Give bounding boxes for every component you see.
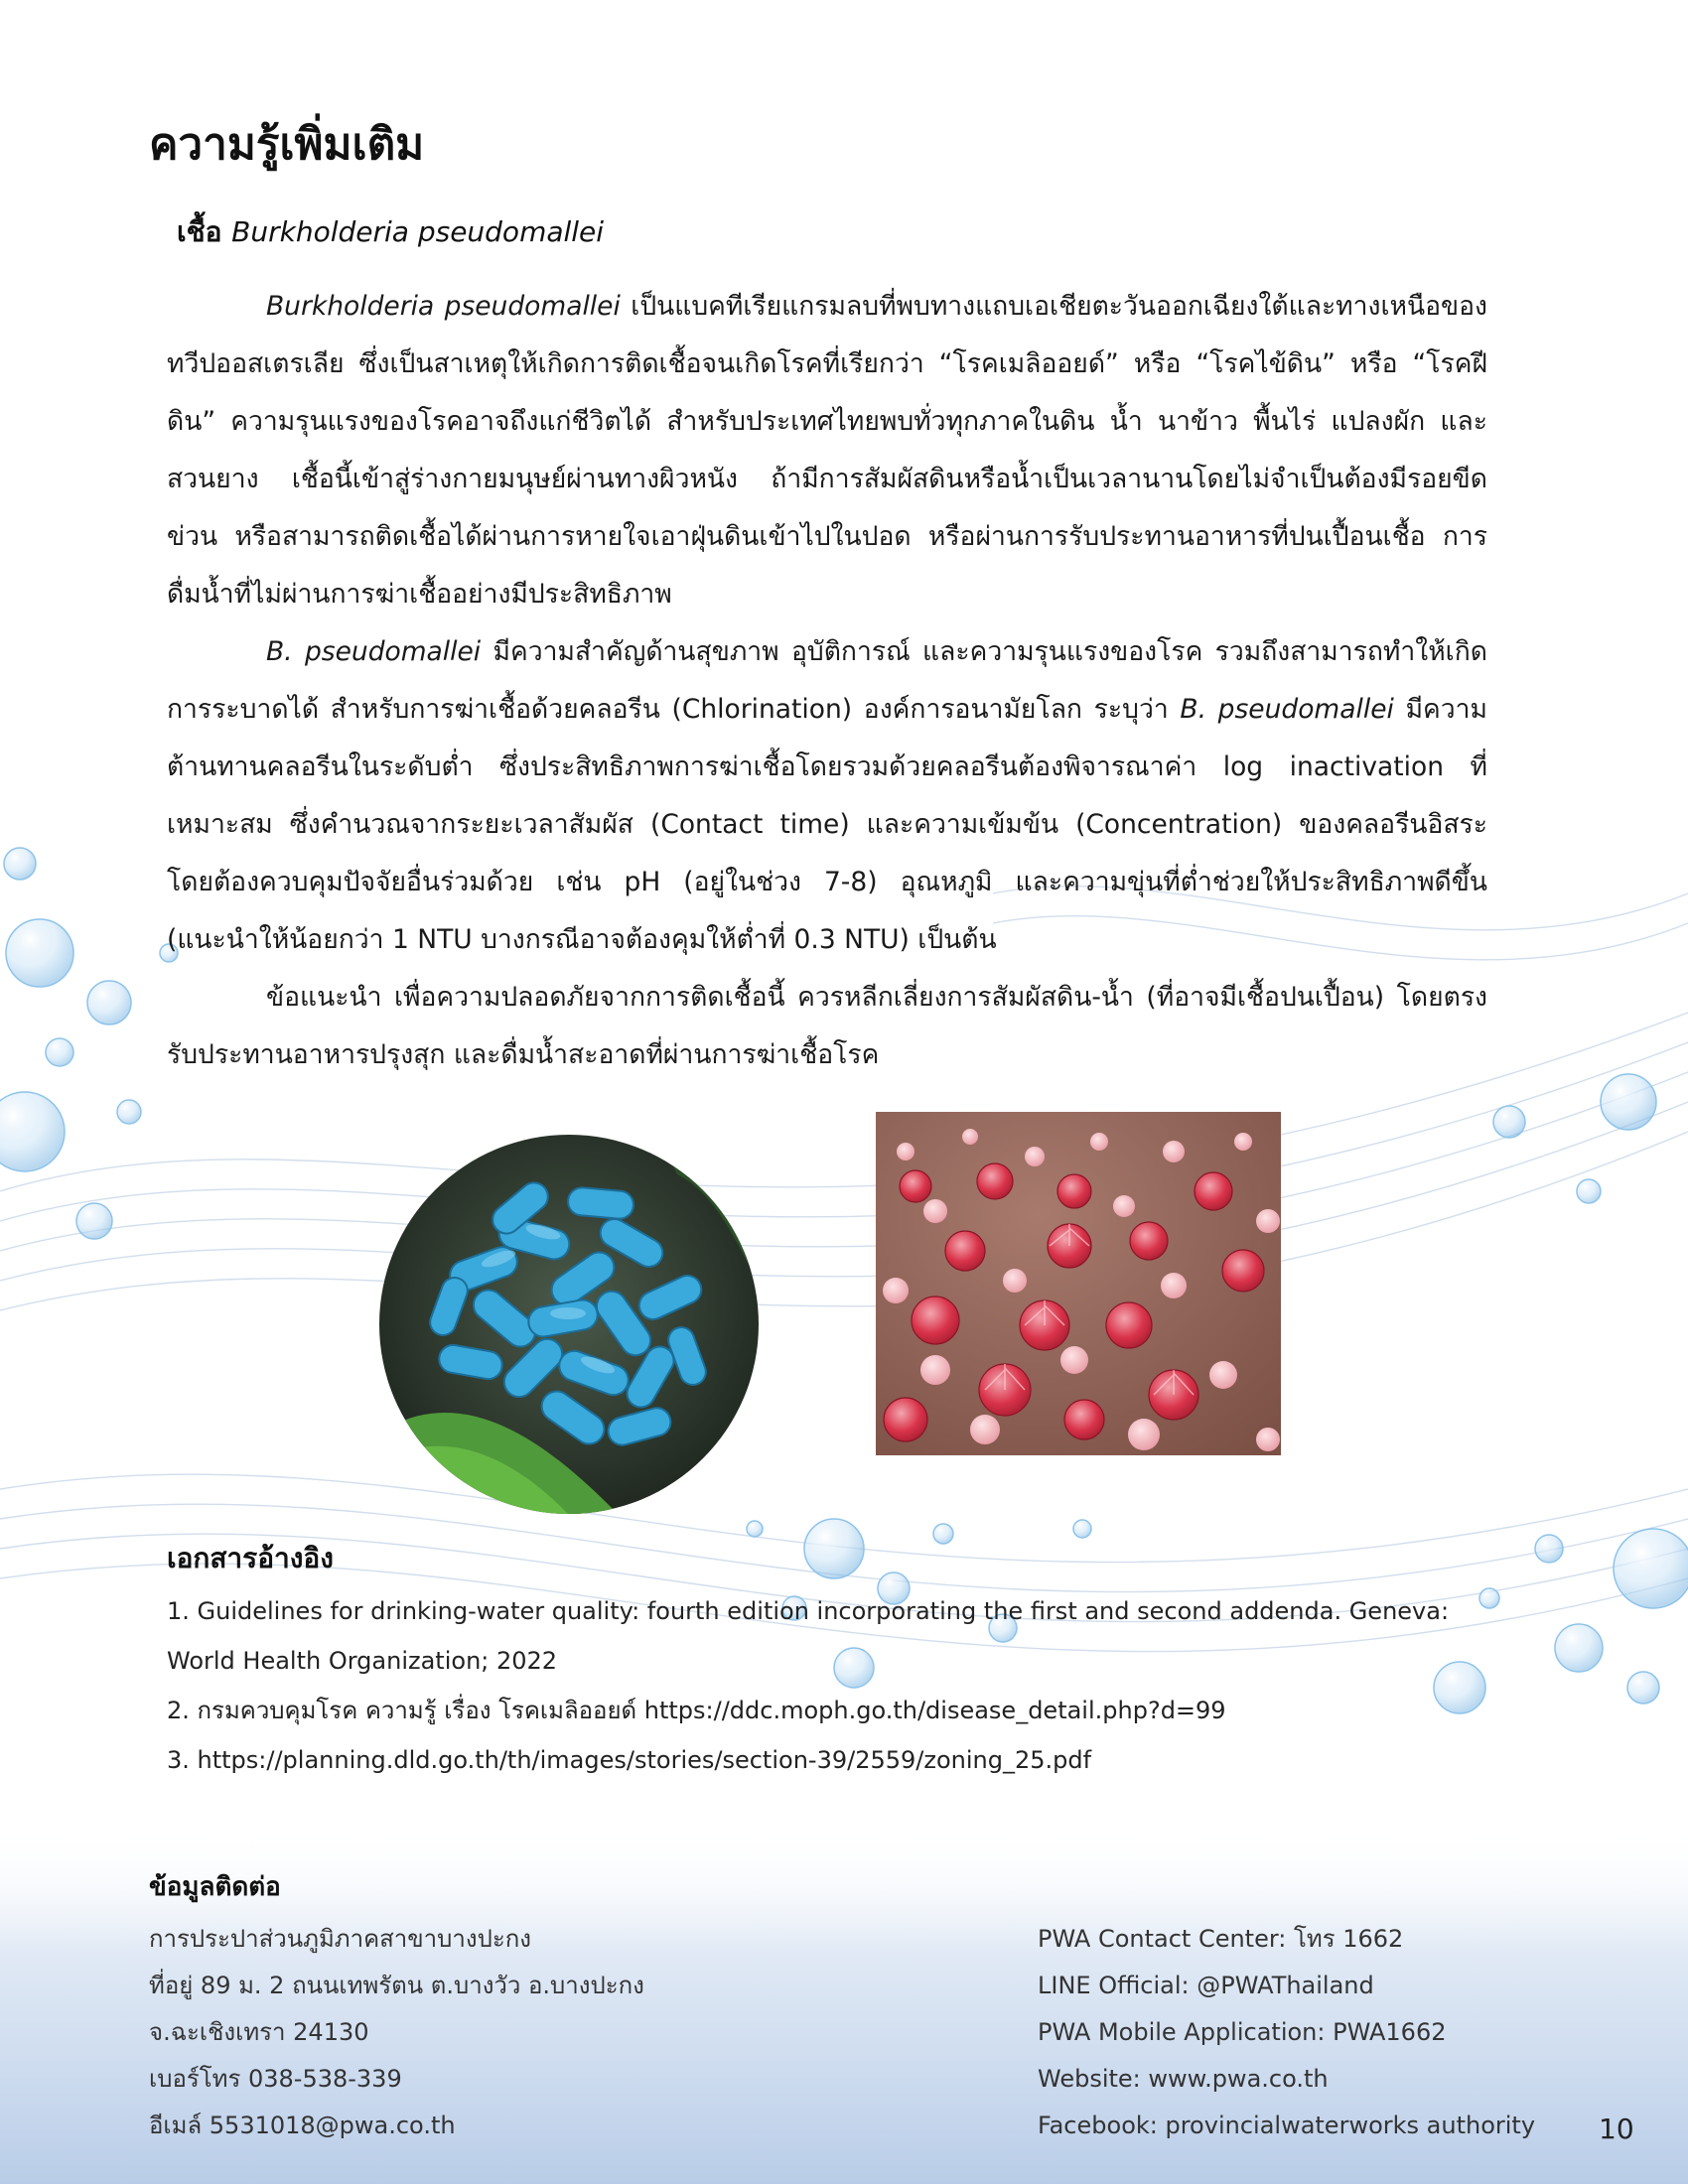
website: Website: www.pwa.co.th bbox=[1038, 2065, 1329, 2093]
subtitle-organism: Burkholderia pseudomallei bbox=[231, 215, 605, 248]
paragraph-overview bbox=[167, 278, 1487, 623]
branch-name: การประปาส่วนภูมิภาคสาขาบางปะกง bbox=[149, 1925, 531, 1953]
line-official: LINE Official: @PWAThailand bbox=[1038, 1972, 1374, 1999]
reference-item: 2. กรมควบคุมโรค ความรู้ เรื่อง โรคเมลิออยด์ https://ddc.moph.go.th/disease_detail.php?d=99 bbox=[167, 1697, 1226, 1724]
branch-phone: เบอร์โทร 038-538-339 bbox=[149, 2065, 402, 2093]
branch-address: ที่อยู่ 89 ม. 2 ถนนเทพรัตน ต.บางวัว อ.บางปะกง bbox=[149, 1972, 644, 1999]
subtitle-prefix: เชื้อ bbox=[177, 215, 222, 248]
pwa-contact-channels bbox=[1038, 1916, 1535, 2149]
page-number: 10 bbox=[1599, 2113, 1634, 2145]
mobile-application: PWA Mobile Application: PWA1662 bbox=[1038, 2018, 1447, 2046]
contact-center: PWA Contact Center: โทร 1662 bbox=[1038, 1925, 1404, 1953]
branch-email: อีเมล์ 5531018@pwa.co.th bbox=[149, 2112, 456, 2139]
facebook: Facebook: provincialwaterworks authority bbox=[1038, 2112, 1536, 2139]
section-subtitle bbox=[177, 210, 604, 254]
reference-item: 3. https://planning.dld.go.th/th/images/stories/section-39/2559/zoning_25.pdf bbox=[167, 1746, 1092, 1774]
organism-name: B. pseudomallei bbox=[266, 636, 482, 667]
paragraph-text: เป็นแบคทีเรียแกรมลบที่พบทางแถบเอเชียตะวันออกเฉียงใต้และทางเหนือของทวีปออสเตรเลีย ซึ่งเป็นสาเหตุให้เกิดการติดเชื้อจนเกิดโรคที่เรียกว่า “โรคเมลิออยด์” หรือ “โรคไข้ดิน” หรือ “โรคฝีดิน” ความรุนแรงของโรคอาจถึงแก่ชีวิตได้ สำหรับประเทศไทยพบทั่วทุกภาคในดิน น้ำ นาข้าว พื้นไร่ แปลงผัก และสวนยาง เชื้อนี้เข้าสู่ร่างกายมนุษย์ผ่านทางผิวหนัง ถ้ามีการสัมผัสดินหรือน้ำเป็นเวลานานโดยไม่จำเป็นต้องมีรอยขีดข่วน หรือสามารถติดเชื้อได้ผ่านการหายใจเอาฝุ่นดินเข้าไปในปอด หรือผ่านการรับประทานอาหารที่ปนเปื้อนเชื้อ การดื่มน้ำที่ไม่ผ่านการฆ่าเชื้ออย่างมีประสิทธิภาพ bbox=[167, 291, 1487, 610]
reference-item: 1. Guidelines for drinking-water quality: fourth edition incorporating the first and second addenda. Geneva: World Health Organization; 2022 bbox=[167, 1597, 1450, 1675]
bacteria-micrograph-image bbox=[379, 1135, 759, 1514]
contact-heading: ข้อมูลติดต่อ bbox=[149, 1872, 281, 1902]
paragraph-text: มีความต้านทานคลอรีนในระดับต่ำ ซึ่งประสิทธิภาพการฆ่าเชื้อโดยรวมด้วยคลอรีนต้องพิจารณาค่า log inactivation ที่เหมาะสม ซึ่งคำนวณจากระยะเวลาสัมผัส (Contact time) และความเข้มข้น (Concentration) ของคลอรีนอิสระ โดยต้องควบคุมปัจจัยอื่นร่วมด้วย เช่น pH (อยู่ในช่วง 7-8) อุณหภูมิ และความขุ่นที่ต่ำช่วยให้ประสิทธิภาพดีขึ้น (แนะนำให้น้อยกว่า 1 NTU บางกรณีอาจต้องคุมให้ต่ำที่ 0.3 NTU) เป็นต้น bbox=[167, 694, 1487, 955]
organism-name: B. pseudomallei bbox=[1180, 694, 1394, 725]
paragraph-chlorination bbox=[167, 623, 1487, 969]
paragraph-text: มีความสำคัญด้านสุขภาพ อุบัติการณ์ และความรุนแรงของโรค รวมถึงสามารถทำให้เกิดการระบาดได้ สำหรับการฆ่าเชื้อด้วยคลอรีน (Chlorination) องค์การอนามัยโลก ระบุว่า bbox=[167, 636, 1487, 725]
organism-name: Burkholderia pseudomallei bbox=[266, 291, 621, 322]
references-heading: เอกสารอ้างอิง bbox=[167, 1542, 334, 1574]
branch-province: จ.ฉะเชิงเทรา 24130 bbox=[149, 2018, 369, 2046]
references-list bbox=[167, 1586, 1487, 1785]
bacterial-colony-culture-image bbox=[876, 1112, 1281, 1455]
paragraph-text: ข้อแนะนำ เพื่อความปลอดภัยจากการติดเชื้อนี้ ควรหลีกเลี่ยงการสัมผัสดิน-น้ำ (ที่อาจมีเชื้อปนเปื้อน) โดยตรง รับประทานอาหารปรุงสุก และดื่มน้ำสะอาดที่ผ่านการฆ่าเชื้อโรค bbox=[167, 982, 1487, 1070]
paragraph-recommendation bbox=[167, 969, 1487, 1084]
page-title: ความรู้เพิ่มเติม bbox=[149, 119, 425, 170]
branch-contact-info bbox=[149, 1916, 644, 2149]
